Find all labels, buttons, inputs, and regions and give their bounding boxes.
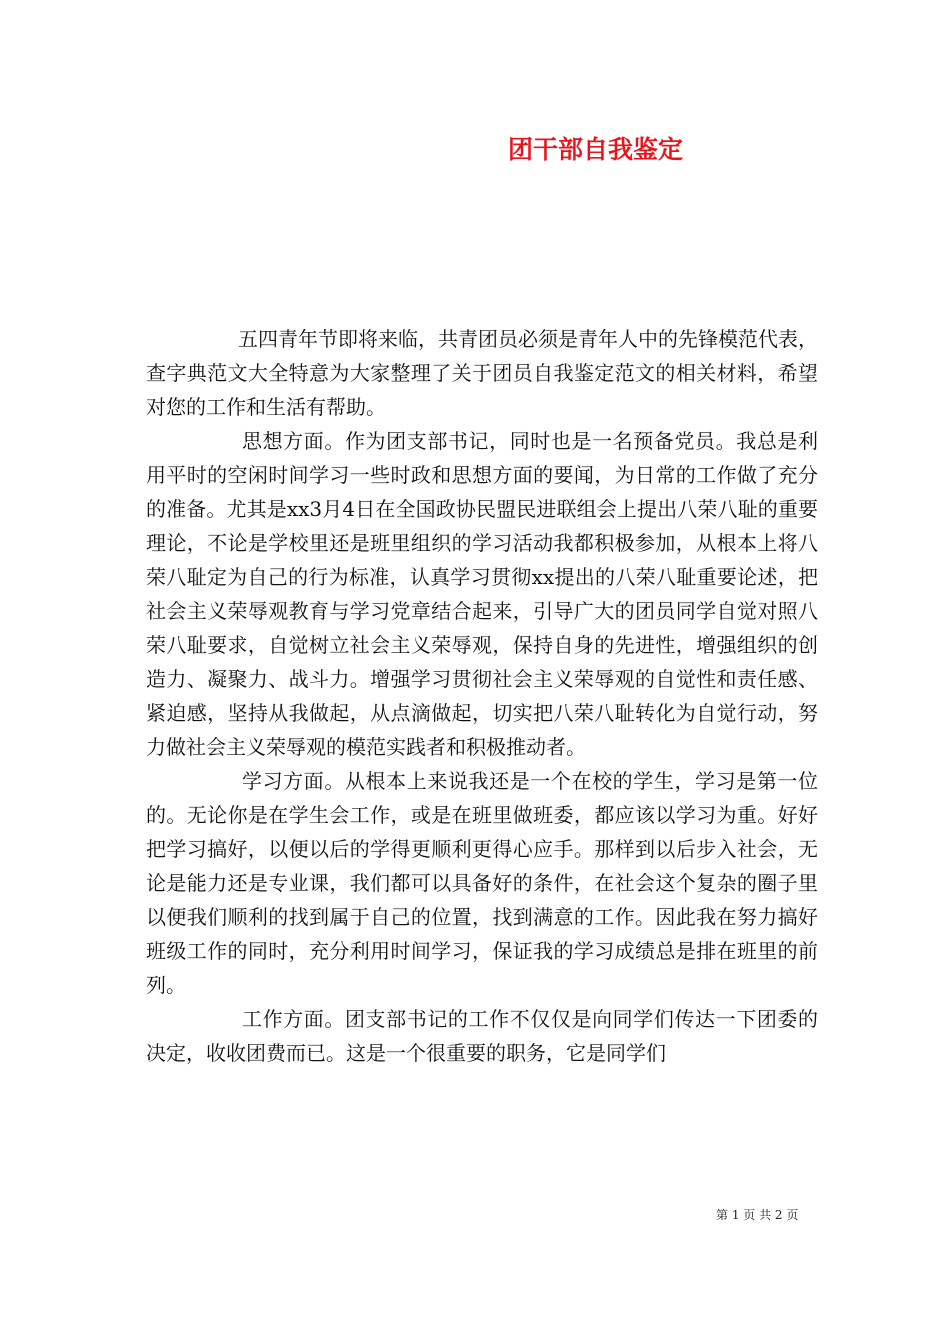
document-body <box>146 322 818 1070</box>
document-title: 团干部自我鉴定 <box>508 135 684 164</box>
paragraph-work: 工作方面。团支部书记的工作不仅仅是向同学们传达一下团委的决定，收收团费而已。这是一个很重要的职务，它是同学们 <box>146 1007 818 1065</box>
paragraph-study: 学习方面。从根本上来说我还是一个在校的学生，学习是第一位的。无论你是在学生会工作，或是在班里做班委，都应该以学习为重。好好把学习搞好，以便以后的学得更顺利更得心应手。那样到以后步入社会，无论是能力还是专业课，我们都可以具备好的条件，在社会这个复杂的圈子里以便我们顺利的找到属于自己的位置，找到满意的工作。因此我在努力搞好班级工作的同时，充分利用时间学习，保证我的学习成绩总是排在班里的前列。 <box>146 769 818 997</box>
paragraph-intro: 五四青年节即将来临，共青团员必须是青年人中的先锋模范代表，查字典范文大全特意为大家整理了关于团员自我鉴定范文的相关材料，希望对您的工作和生活有帮助。 <box>146 327 818 419</box>
page-number-footer: 第 1 页 共 2 页 <box>716 1208 799 1222</box>
paragraph-thought: 思想方面。作为团支部书记，同时也是一名预备党员。我总是利用平时的空闲时间学习一些时政和思想方面的要闻，为日常的工作做了充分的准备。尤其是xx3月4日在全国政协民盟民进联组会上提出八荣八耻的重要理论，不论是学校里还是班里组织的学习活动我都积极参加，从根本上将八荣八耻定为自己的行为标准，认真学习贯彻xx提出的八荣八耻重要论述，把社会主义荣辱观教育与学习党章结合起来，引导广大的团员同学自觉对照八荣八耻要求，自觉树立社会主义荣辱观，保持自身的先进性，增强组织的创造力、凝聚力、战斗力。增强学习贯彻社会主义荣辱观的自觉性和责任感、紧迫感，坚持从我做起，从点滴做起，切实把八荣八耻转化为自觉行动，努力做社会主义荣辱观的模范实践者和积极推动者。 <box>146 429 818 759</box>
